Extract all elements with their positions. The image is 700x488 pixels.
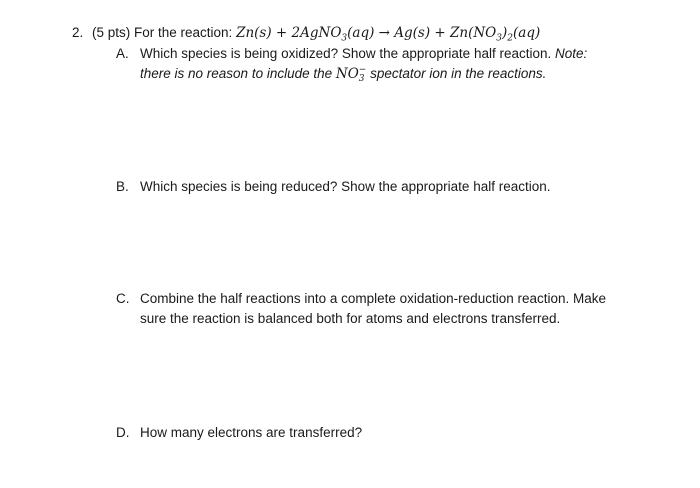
question-2 bbox=[72, 25, 682, 44]
part-a-text bbox=[140, 44, 680, 84]
nitrate-ion bbox=[336, 66, 366, 82]
part-a-line-2 bbox=[140, 64, 680, 84]
part-a-note-pre: there is no reason to include the bbox=[140, 66, 336, 81]
product-close-paren: ) bbox=[502, 25, 508, 41]
product-no3-subscript: 3 bbox=[496, 33, 502, 44]
part-b-text bbox=[140, 177, 680, 197]
plus-sign-2: + bbox=[434, 25, 446, 41]
product-outer-subscript: 2 bbox=[507, 33, 514, 44]
reaction-equation bbox=[236, 25, 540, 44]
part-c-letter: C. bbox=[116, 291, 130, 306]
nitrate-ion-subscript: 3 bbox=[358, 73, 365, 84]
part-c-line-2: sure the reaction is balanced both for atoms and electrons transferred. bbox=[140, 311, 561, 326]
reactant-agno3: AgNO bbox=[300, 25, 342, 41]
part-c-line-1: Combine the half reactions into a complete oxidation-reduction reaction. Make bbox=[140, 291, 607, 306]
part-a-letter: A. bbox=[116, 46, 129, 61]
part-a-note-post: spectator ion in the reactions. bbox=[366, 66, 547, 81]
product-zn-nitrate: Zn(NO bbox=[450, 25, 497, 41]
part-d-line-1: How many electrons are transferred? bbox=[140, 425, 363, 440]
part-c-text bbox=[140, 289, 680, 329]
part-d-letter: D. bbox=[116, 425, 130, 440]
reactant-zn: Zn(s) bbox=[236, 25, 272, 41]
part-b-line-1: Which species is being reduced? Show the appropriate half reaction. bbox=[140, 179, 551, 194]
part-d-text bbox=[140, 423, 680, 443]
question-intro: (5 pts) For the reaction: bbox=[92, 25, 237, 40]
nitrate-ion-charge: − bbox=[358, 64, 367, 75]
part-b-letter: B. bbox=[116, 179, 129, 194]
nitrate-ion-formula: NO bbox=[335, 66, 359, 82]
part-a-line-1 bbox=[140, 44, 680, 64]
product-ag: Ag(s) bbox=[394, 25, 431, 41]
question-header bbox=[72, 25, 682, 44]
part-a-question: Which species is being oxidized? Show the appropriate half reaction. bbox=[140, 46, 555, 61]
plus-sign-1: + bbox=[275, 25, 288, 41]
reactant-coefficient: 2 bbox=[291, 25, 301, 41]
reaction-arrow: → bbox=[378, 25, 390, 41]
part-a-note-label: Note: bbox=[555, 46, 588, 61]
reactant-agno3-subscript: 3 bbox=[341, 33, 348, 44]
question-number: 2. bbox=[72, 25, 84, 40]
product-zn-nitrate-state: (aq) bbox=[513, 25, 541, 41]
reactant-agno3-state: (aq) bbox=[347, 25, 375, 41]
